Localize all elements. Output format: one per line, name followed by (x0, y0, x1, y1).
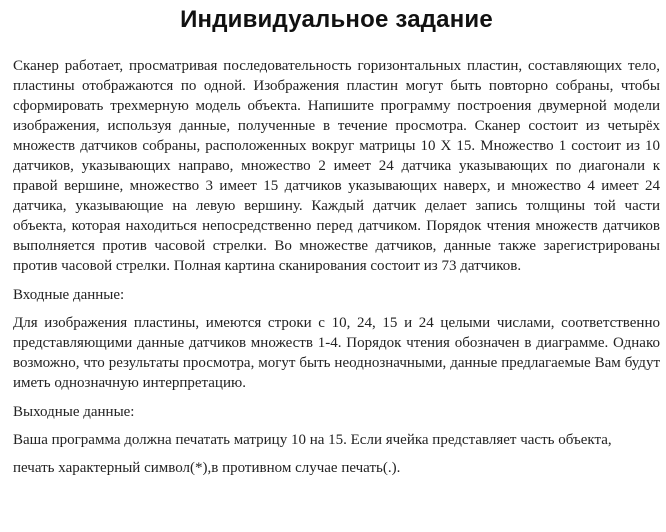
output-section-text-line-1: Ваша программа должна печатать матрицу 10 на 15. Если ячейка представляет часть объекта, (13, 432, 612, 448)
task-description: Сканер работает, просматривая последовательность горизонтальных пластин, составляющих тело, пластины отображаются по одной. Изображения пластин могут быть повторно собраны, чтобы сформировать трехмерную модель объекта. Напишите программу построения двумерной модели изображения, используя данные, полученные в течение просмотра. Сканер состоит из четырёх множеств датчиков собраны, расположенных вокруг матрицы 10 X 15. Множество 1 состоит из 10 датчиков, указывающих направо, множество 2 имеет 24 датчика указывающих по диагонали к правой вершине, множество 3 имеет 15 датчиков указывающих наверх, и множество 4 имеет 24 датчика, указывающие на левую вершину. Каждый датчик делает запись толщины той части объекта, которая находиться непосредственно перед датчиком. Порядок чтения множеств датчиков выполняется против часовой стрелки. Во множестве датчиков, данные также зарегистрированы против часовой стрелки. Полная картина сканирования состоит из 73 датчиков. (13, 58, 660, 274)
output-section-label: Выходные данные: (13, 404, 135, 420)
page-title: Индивидуальное задание (180, 6, 493, 33)
input-section-label: Входные данные: (13, 287, 125, 303)
input-section-text: Для изображения пластины, имеются строки с 10, 24, 15 и 24 целыми числами, соответственно представляющими данные датчиков множеств 1-4. Порядок чтения обозначен в диаграмме. Однако возможно, что результаты просмотра, могут быть неоднозначными, данные предлагаемые Вам будут иметь однозначную интерпретацию. (13, 315, 660, 391)
output-section-text-line-2: печать характерный символ(*),в противном случае печать(.). (13, 460, 401, 476)
